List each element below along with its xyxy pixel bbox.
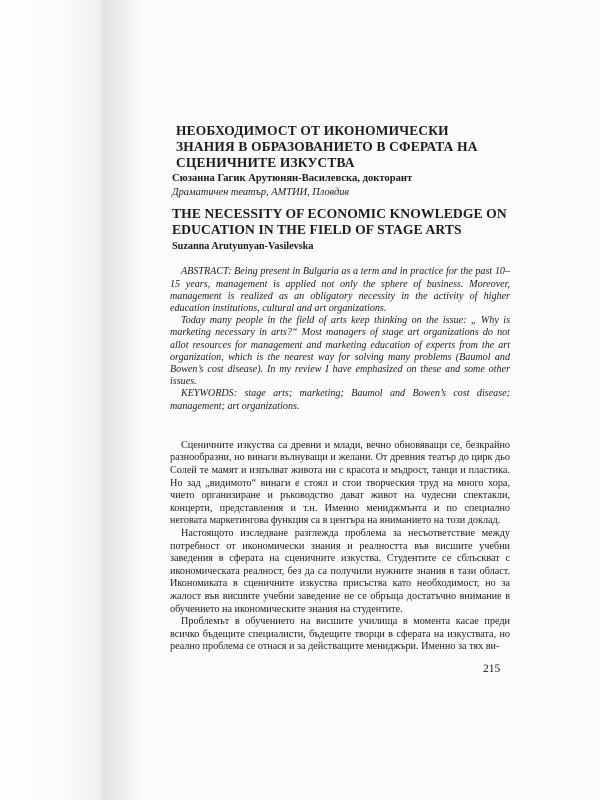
body-paragraph: Настоящото изследване разглежда проблема за несъответствие между потребност от икономически знания и реалността във висшите учебни заведения в сферата на сценичните изкуства. Студентите се сблъскват с икономическата реалност, без да са получили нужните знания в тази област. Икономиката в сценичните изкуства присъства като необходимост, но за жалост във висшите учебни заведение не се обръща достатъчно внимание в обучението на икономическите знания на студентите. xyxy=(170,527,510,615)
keywords-paragraph: KEYWORDS: stage arts; marketing; Baumol and Bowen’s cost disease; management; art organizations. xyxy=(170,388,510,412)
body-text xyxy=(170,440,510,654)
abstract-paragraph: ABSTRACT: Being present in Bulgaria as a term and in practice for the past 10–15 years, management is applied not only the sphere of business. Moreover, management is realized as an obligatory necessity in the activity of higher education institutions, cultural and art organizations. xyxy=(170,266,510,314)
english-title: THE NECESSITY OF ECONOMIC KNOWLEDGE ON EDUCATION IN THE FIELD OF STAGE ARTS xyxy=(172,206,507,238)
english-author: Suzanna Arutyunyan-Vasilevska xyxy=(172,241,314,253)
body-paragraph: Проблемът в обучението на висшите училища в момента касае преди всичко бъдещите специалисти, бъдещите творци в сферата на изкуствата, но реално проблема се отнася и за действащите мениджъри. Именно за тях ви- xyxy=(170,616,510,653)
body-paragraph: Сценичните изкуства са древни и млади, вечно обновяващи се, безкрайно разнообразни, но винаги вълнуващи и желани. От древния театър до цирк дьо Солей те мамят и изпълват живота ни с красота и мъдрост, танци и пластика. Но зад „видимото“ винаги е стоял и стои творческия труд на много хора, чието организиране и ръководство дават живот на чудесни спектакли, концерти, представления и т.н. Именно мениджмънта и по специално неговата маркетингова функция са в центъра на вниманието на този доклад. xyxy=(170,439,510,527)
abstract-paragraph: Today many people in the field of arts keep thinking on the issue: „ Why is marketing necessary in arts?“ Most managers of stage art organizations do not allot resources for management and marketing education of experts from the art organization, which is the nearest way for solving many problems (Baumol and Bowen’s cost disease). In my review I have emphasized on these and some other issues. xyxy=(170,315,510,388)
bulgarian-title: НЕОБХОДИМОСТ ОТ ИКОНОМИЧЕСКИ ЗНАНИЯ В ОБРАЗОВАНИЕТО В СФЕРАТА НА СЦЕНИЧНИТЕ ИЗКУСТВА xyxy=(176,123,478,170)
scan-background xyxy=(0,0,103,800)
page-gutter-shadow xyxy=(103,0,143,800)
page-number: 215 xyxy=(483,663,501,675)
bulgarian-author: Сюзанна Гагик Арутюнян-Василевска, докторант xyxy=(172,173,413,185)
bulgarian-affiliation: Драматичен театър, АМТИИ, Пловдив xyxy=(172,187,349,199)
article xyxy=(170,123,510,654)
abstract xyxy=(170,266,510,412)
